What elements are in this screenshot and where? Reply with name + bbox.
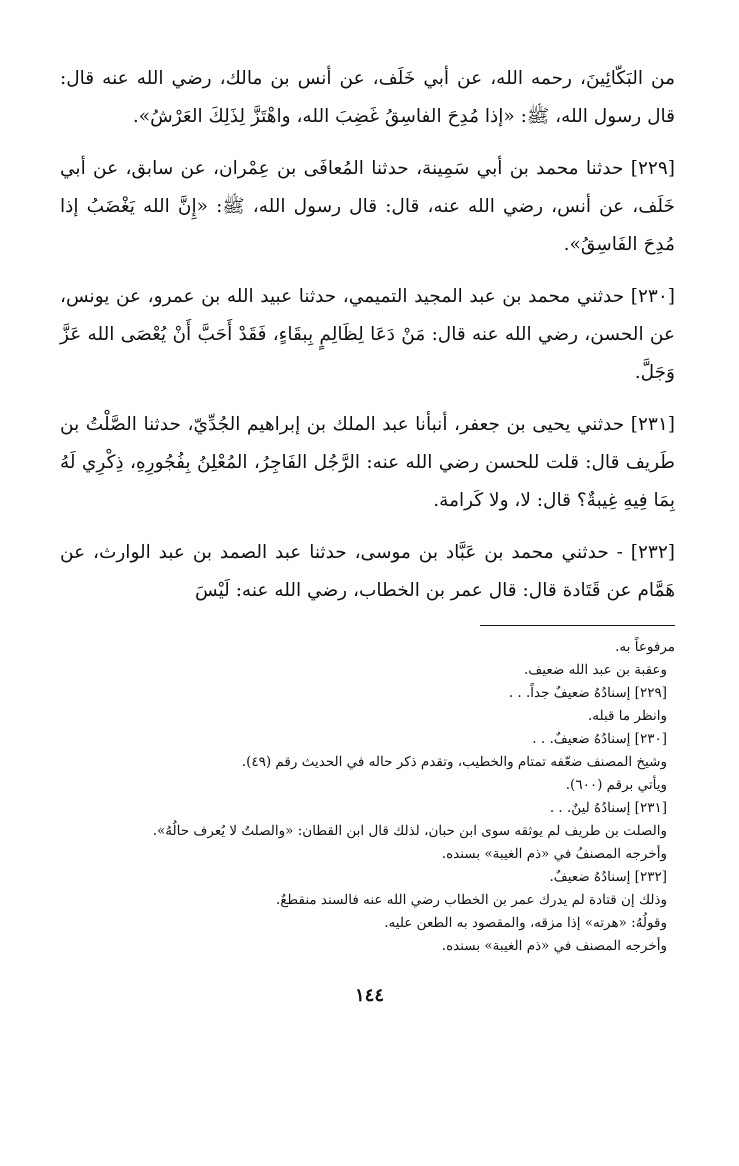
footnote-line: وأخرجه المصنفُ في «ذم الغيبة» بسنده. bbox=[441, 846, 667, 862]
footnote-line: وشيخ المصنف ضعّفه تمتام والخطيب، وتقدم ذكر حاله في الحديث رقم (٤٩). bbox=[241, 754, 667, 770]
footnote-line: والصلت بن طريف لم يوثقه سوى ابن حبان، لذلك قال ابن القطان: «والصلتُ لا يُعرف حالُهُ». bbox=[152, 823, 667, 839]
footnote-line: وانظر ما قبله. bbox=[587, 708, 667, 724]
hadith-231: [٢٣١] حدثني يحيى بن جعفر، أنبأنا عبد الملك بن إبراهيم الجُدِّيّ، حدثنا الصَّلْتُ بن طَريف قال: قلت للحسن رضي الله عنه: الرَّجُل الفَاجِرُ، المُعْلِنُ بِفُجُورِهِ، ذِكْرِي لَهُ بِمَا فِيهِ غِيبةٌ؟ قال: لا، ولا كَرامة. bbox=[60, 414, 675, 511]
footnote-line: وقولُهُ: «هرته» إذا مزقه، والمقصود به الطعن عليه. bbox=[384, 915, 667, 931]
footnote-separator bbox=[480, 625, 675, 626]
footnote-line: وأخرجه المصنف في «ذم الغيبة» بسنده. bbox=[441, 938, 667, 954]
hadith-230: [٢٣٠] حدثني محمد بن عبد المجيد التميمي، حدثنا عبيد الله بن عمرو، عن يونس، عن الحسن، رضي الله عنه قال: مَنْ دَعَا لِظَالِمٍ بِبقَاءٍ، فَقَدْ أَحَبَّ أَنْ يُعْصَى الله عَزَّ وَجَلَّ. bbox=[60, 286, 675, 383]
footnote-line: [٢٢٩] إسنادُهُ ضعيفٌ جداً. . . bbox=[508, 685, 667, 701]
footnote-line: وعقبة بن عبد الله ضعيف. bbox=[523, 662, 667, 678]
paragraph-continuation: من البَكّائِينَ، رحمه الله، عن أبي خَلَف، عن أنس بن مالك، رضي الله عنه قال: قال رسول الله، ﷺ: «إذا مُدِحَ الفاسِقُ غَضِبَ الله، واهْتَزَّ لِذَلِكَ العَرْشُ». bbox=[60, 68, 675, 127]
footnotes bbox=[60, 636, 675, 958]
page-number: ١٤٤ bbox=[354, 985, 384, 1006]
footnote-line: ويأتي برقم (٦٠٠). bbox=[565, 777, 667, 793]
footnote-line: مرفوعاً به. bbox=[615, 639, 675, 655]
hadith-229: [٢٢٩] حدثنا محمد بن أبي سَمِينة، حدثنا المُعافَى بن عِمْران، عن سابق، عن أبي خَلَف، عن أنس، رضي الله عنه، قال: قال رسول الله، ﷺ: «إِنَّ الله يَغْضَبُ إذا مُدِحَ الفَاسِقُ». bbox=[60, 158, 675, 255]
footnote-line: [٢٣٢] إسنادُهُ ضعيفٌ. bbox=[549, 869, 667, 885]
hadith-232: [٢٣٢] - حدثني محمد بن عَبَّاد بن موسى، حدثنا عبد الصمد بن عبد الوارث، عن هَمَّام عن قَتَادة قال: قال عمر بن الخطاب، رضي الله عنه: لَيْسَ bbox=[60, 542, 675, 601]
main-text bbox=[60, 60, 675, 624]
footnote-line: [٢٣١] إسنادُهُ لينٌ. . . bbox=[549, 800, 667, 816]
footnote-line: [٢٣٠] إسنادُهُ ضعيفٌ. . . bbox=[532, 731, 667, 747]
footnote-line: وذلك إن قتادة لم يدرك عمر بن الخطاب رضي الله عنه فالسند منقطعٌ. bbox=[275, 892, 667, 908]
